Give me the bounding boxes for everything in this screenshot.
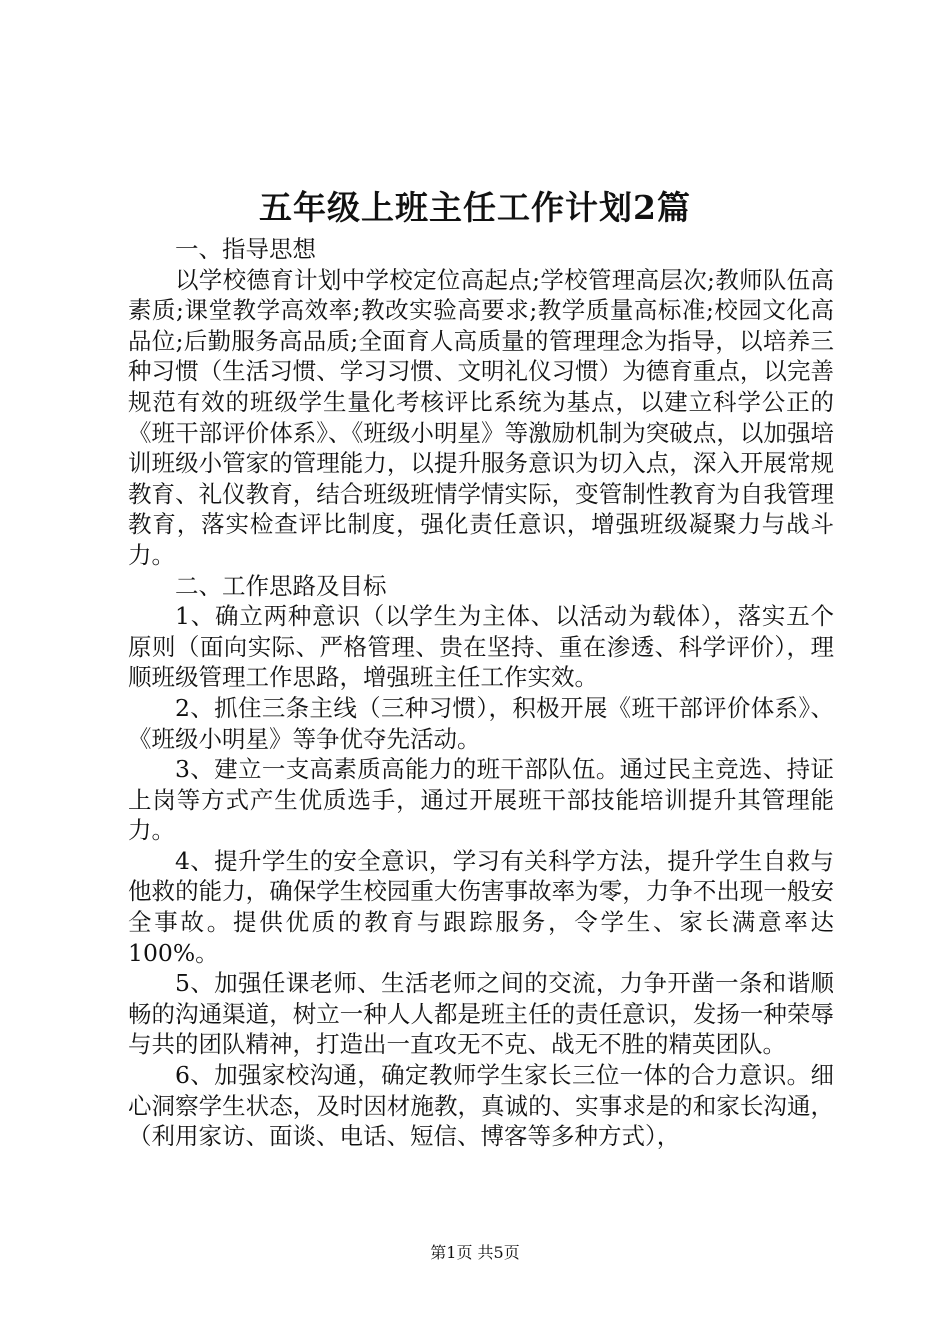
paragraph-item-1: 1、确立两种意识（以学生为主体、以活动为载体），落实五个原则（面向实际、严格管理、贵在坚持、重在渗透、科学评价），理顺班级管理工作思路，增强班主任工作实效。 [128, 602, 834, 692]
section-heading-guiding-ideology: 一、指导思想 [175, 235, 316, 263]
paragraph-item-6: 6、加强家校沟通，确定教师学生家长三位一体的合力意识。细心洞察学生状态，及时因材施教，真诚的、实事求是的和家长沟通，（利用家访、面谈、电话、短信、博客等多种方式）， [128, 1061, 834, 1151]
paragraph-item-3: 3、建立一支高素质高能力的班干部队伍。通过民主竞选、持证上岗等方式产生优质选手，通过开展班干部技能培训提升其管理能力。 [128, 755, 834, 845]
page-title: 五年级上班主任工作计划2篇 [259, 188, 691, 227]
section-heading-work-ideas-goals: 二、工作思路及目标 [175, 571, 387, 600]
paragraph-item-2: 2、抓住三条主线（三种习惯），积极开展《班干部评价体系》、《班级小明星》等争优夺先活动。 [128, 693, 834, 753]
paragraph-guiding-ideology: 以学校德育计划中学校定位高起点;学校管理高层次;教师队伍高素质;课堂教学高效率;教改实验高要求;教学质量高标准;校园文化高品位;后勤服务高品质;全面育人高质量的管理理念为指导，以培养三种习惯（生活习惯、学习习惯、文明礼仪习惯）为德育重点，以完善规范有效的班级学生量化考核评比系统为基点，以建立科学公正的《班干部评价体系》、《班级小明星》等激励机制为突破点，以加强培训班级小管家的管理能力，以提升服务意识为切入点，深入开展常规教育、礼仪教育，结合班级班情学情实际，变管制性教育为自我管理教育，落实检查评比制度，强化责任意识，增强班级凝聚力与战斗力。 [128, 265, 834, 569]
page-number-footer: 第1页 共5页 [430, 1243, 520, 1262]
document-body [128, 234, 834, 1152]
paragraph-item-5: 5、加强任课老师、生活老师之间的交流，力争开凿一条和谐顺畅的沟通渠道，树立一种人人都是班主任的责任意识，发扬一种荣辱与共的团队精神，打造出一直攻无不克、战无不胜的精英团队。 [128, 969, 834, 1059]
paragraph-item-4: 4、提升学生的安全意识，学习有关科学方法，提升学生自救与他救的能力，确保学生校园重大伤害事故率为零，力争不出现一般安全事故。提供优质的教育与跟踪服务，令学生、家长满意率达100%。 [128, 846, 834, 967]
